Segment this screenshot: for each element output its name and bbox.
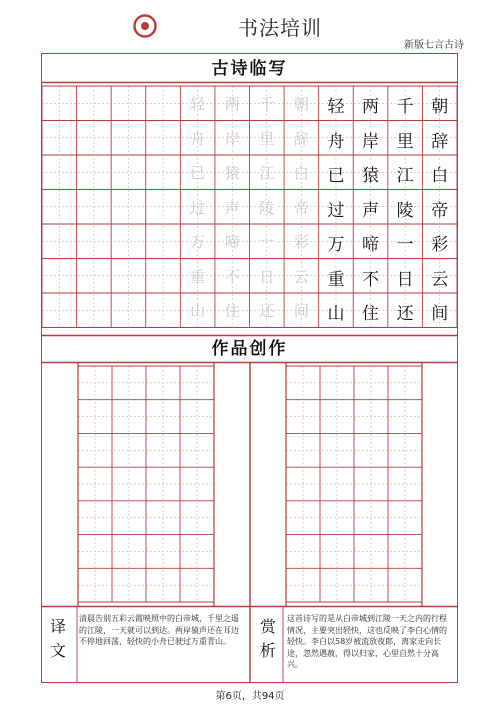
create-section-title: 作品创作 [211, 339, 288, 359]
trace-char: 辞 [293, 129, 309, 148]
trace-char: 猿 [224, 164, 240, 182]
trace-char: 白 [293, 164, 309, 182]
copy-section-title: 古诗临写 [211, 59, 288, 79]
trace-char: 一 [259, 233, 275, 251]
poem-char: 彩 [431, 235, 449, 255]
trace-char: 万 [190, 233, 206, 251]
poem-char: 重 [327, 269, 345, 290]
trace-char: 岸 [224, 129, 240, 148]
poem-char: 里 [396, 131, 414, 152]
poem-char: 岸 [362, 131, 380, 152]
trace-char: 轻 [190, 95, 206, 113]
appreciation-text: 这首诗写的是从白帝城到江陵一天之内的行程情况，主要突出轻快，这也反映了李白心情的轻快。李白以58岁被流放夜郎，离家走向长途，忽然遇赦，得以归家，心里自然十分高兴。 [287, 614, 447, 669]
poem-char: 猿 [362, 166, 380, 186]
page-subtitle: 新版七言古诗 [404, 40, 464, 51]
trace-char: 彩 [293, 233, 309, 251]
trace-char: 重 [190, 267, 206, 286]
trace-char: 云 [293, 267, 309, 286]
appreciation-label-text: 赏 析 [259, 617, 276, 660]
trace-char: 两 [224, 95, 240, 113]
poem-char: 千 [396, 97, 414, 117]
poem-char: 辞 [431, 131, 449, 152]
translation-label-text: 译 文 [49, 617, 66, 660]
poem-char: 万 [327, 235, 345, 255]
trace-char: 过 [190, 198, 206, 217]
poem-char: 间 [431, 304, 449, 324]
trace-char: 舟 [190, 129, 206, 148]
poem-char: 轻 [327, 97, 345, 117]
poem-char: 不 [362, 269, 380, 290]
poem-char: 云 [431, 269, 449, 290]
trace-char: 朝 [293, 95, 309, 113]
trace-char: 间 [293, 302, 309, 320]
translation-label [48, 615, 68, 663]
poem-char: 声 [362, 200, 380, 221]
trace-char: 山 [190, 302, 206, 320]
trace-char: 江 [259, 164, 275, 182]
poem-char: 日 [396, 269, 414, 290]
trace-char: 住 [224, 302, 240, 320]
poem-char: 舟 [327, 131, 345, 152]
poem-char: 朝 [431, 97, 449, 117]
poem-char: 帝 [431, 200, 449, 221]
poem-char: 陵 [396, 200, 414, 221]
trace-char: 啼 [224, 233, 240, 251]
poem-char: 白 [431, 166, 449, 186]
translation-text: 清晨告别五彩云霞映照中的白帝城，千里之遥的江陵，一天就可以到达。两岸猿声还在耳边不停地回荡，轻快的小舟已驶过万重青山。 [79, 614, 239, 646]
poem-char: 江 [396, 166, 414, 186]
poem-char: 两 [362, 97, 380, 117]
trace-char: 已 [190, 164, 206, 182]
trace-char: 声 [224, 198, 240, 217]
poem-char: 山 [327, 304, 345, 324]
trace-char: 陵 [259, 198, 275, 217]
page-number: 第6页，共94页 [215, 691, 285, 702]
poem-char: 住 [362, 304, 380, 324]
page-title: 书法培训 [238, 16, 322, 40]
trace-char: 里 [259, 129, 275, 148]
poem-char: 一 [396, 235, 414, 255]
trace-char: 帝 [293, 198, 309, 217]
trace-char: 还 [259, 302, 275, 320]
poem-char: 已 [327, 166, 345, 186]
poem-char: 过 [327, 200, 345, 221]
trace-char: 千 [259, 95, 275, 113]
poem-char: 还 [396, 304, 414, 324]
appreciation-label [258, 615, 278, 663]
poem-char: 啼 [362, 235, 380, 255]
trace-char: 日 [259, 267, 275, 286]
trace-char: 不 [224, 267, 240, 286]
